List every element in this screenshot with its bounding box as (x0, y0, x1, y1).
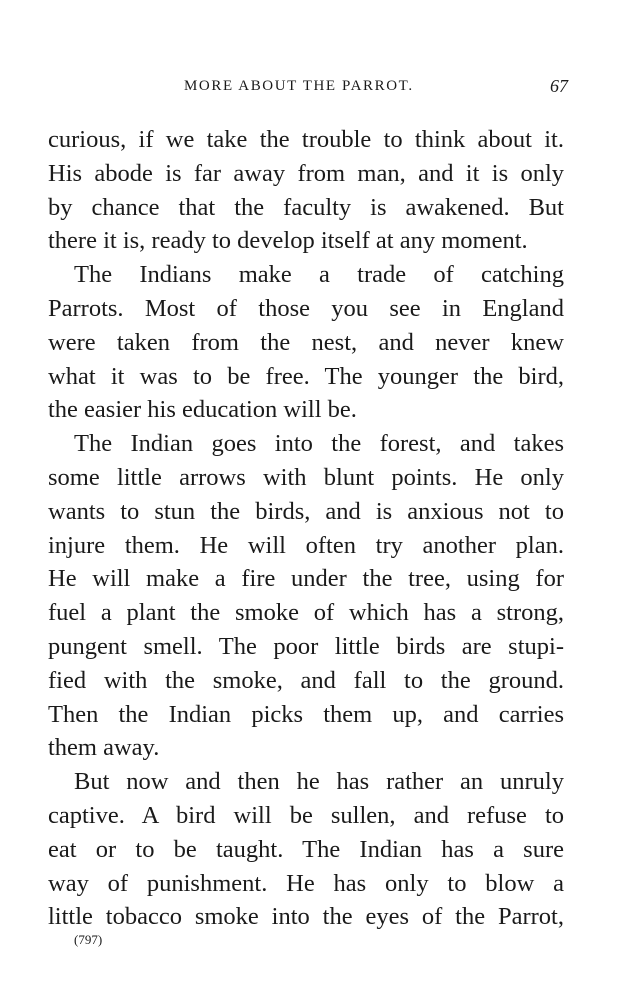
text-line: Parrots. Most of those you see in England (48, 294, 564, 322)
running-header (48, 74, 568, 98)
text-line: injure them. He will often try another plan. (48, 531, 564, 559)
body-text (48, 123, 564, 934)
text-line: fuel a plant the smoke of which has a strong, (48, 599, 564, 627)
text-line: The Indian goes into the forest, and takes (74, 430, 564, 458)
text-line: there it is, ready to develop itself at any moment. (48, 227, 528, 255)
text-line: what it was to be free. The younger the bird, (48, 362, 564, 390)
text-line: some little arrows with blunt points. He only (48, 463, 564, 491)
text-line: the easier his education will be. (48, 396, 357, 424)
running-title: MORE ABOUT THE PARROT. (184, 78, 414, 94)
text-line: them away. (48, 734, 160, 762)
printer-signature-mark: (797) (74, 932, 103, 947)
text-line: captive. A bird will be sullen, and refuse to (48, 801, 564, 829)
text-line: way of punishment. He has only to blow a (48, 869, 564, 897)
text-line: wants to stun the birds, and is anxious not to (48, 497, 564, 525)
page-number: 67 (550, 76, 568, 96)
text-line: fied with the smoke, and fall to the ground. (48, 666, 564, 694)
text-line: But now and then he has rather an unruly (74, 768, 564, 796)
text-line: by chance that the faculty is awakened. But (48, 193, 564, 221)
text-line: little tobacco smoke into the eyes of the Parrot, (48, 903, 564, 931)
text-line: The Indians make a trade of catching (74, 261, 564, 289)
text-line: Then the Indian picks them up, and carries (48, 700, 564, 728)
text-line: pungent smell. The poor little birds are stupi- (48, 632, 564, 660)
text-line: curious, if we take the trouble to think about it. (48, 126, 564, 153)
text-line: were taken from the nest, and never knew (48, 328, 564, 356)
text-line: His abode is far away from man, and it is only (48, 159, 564, 187)
text-line: eat or to be taught. The Indian has a sure (48, 835, 564, 863)
text-line: He will make a fire under the tree, using for (48, 565, 564, 593)
